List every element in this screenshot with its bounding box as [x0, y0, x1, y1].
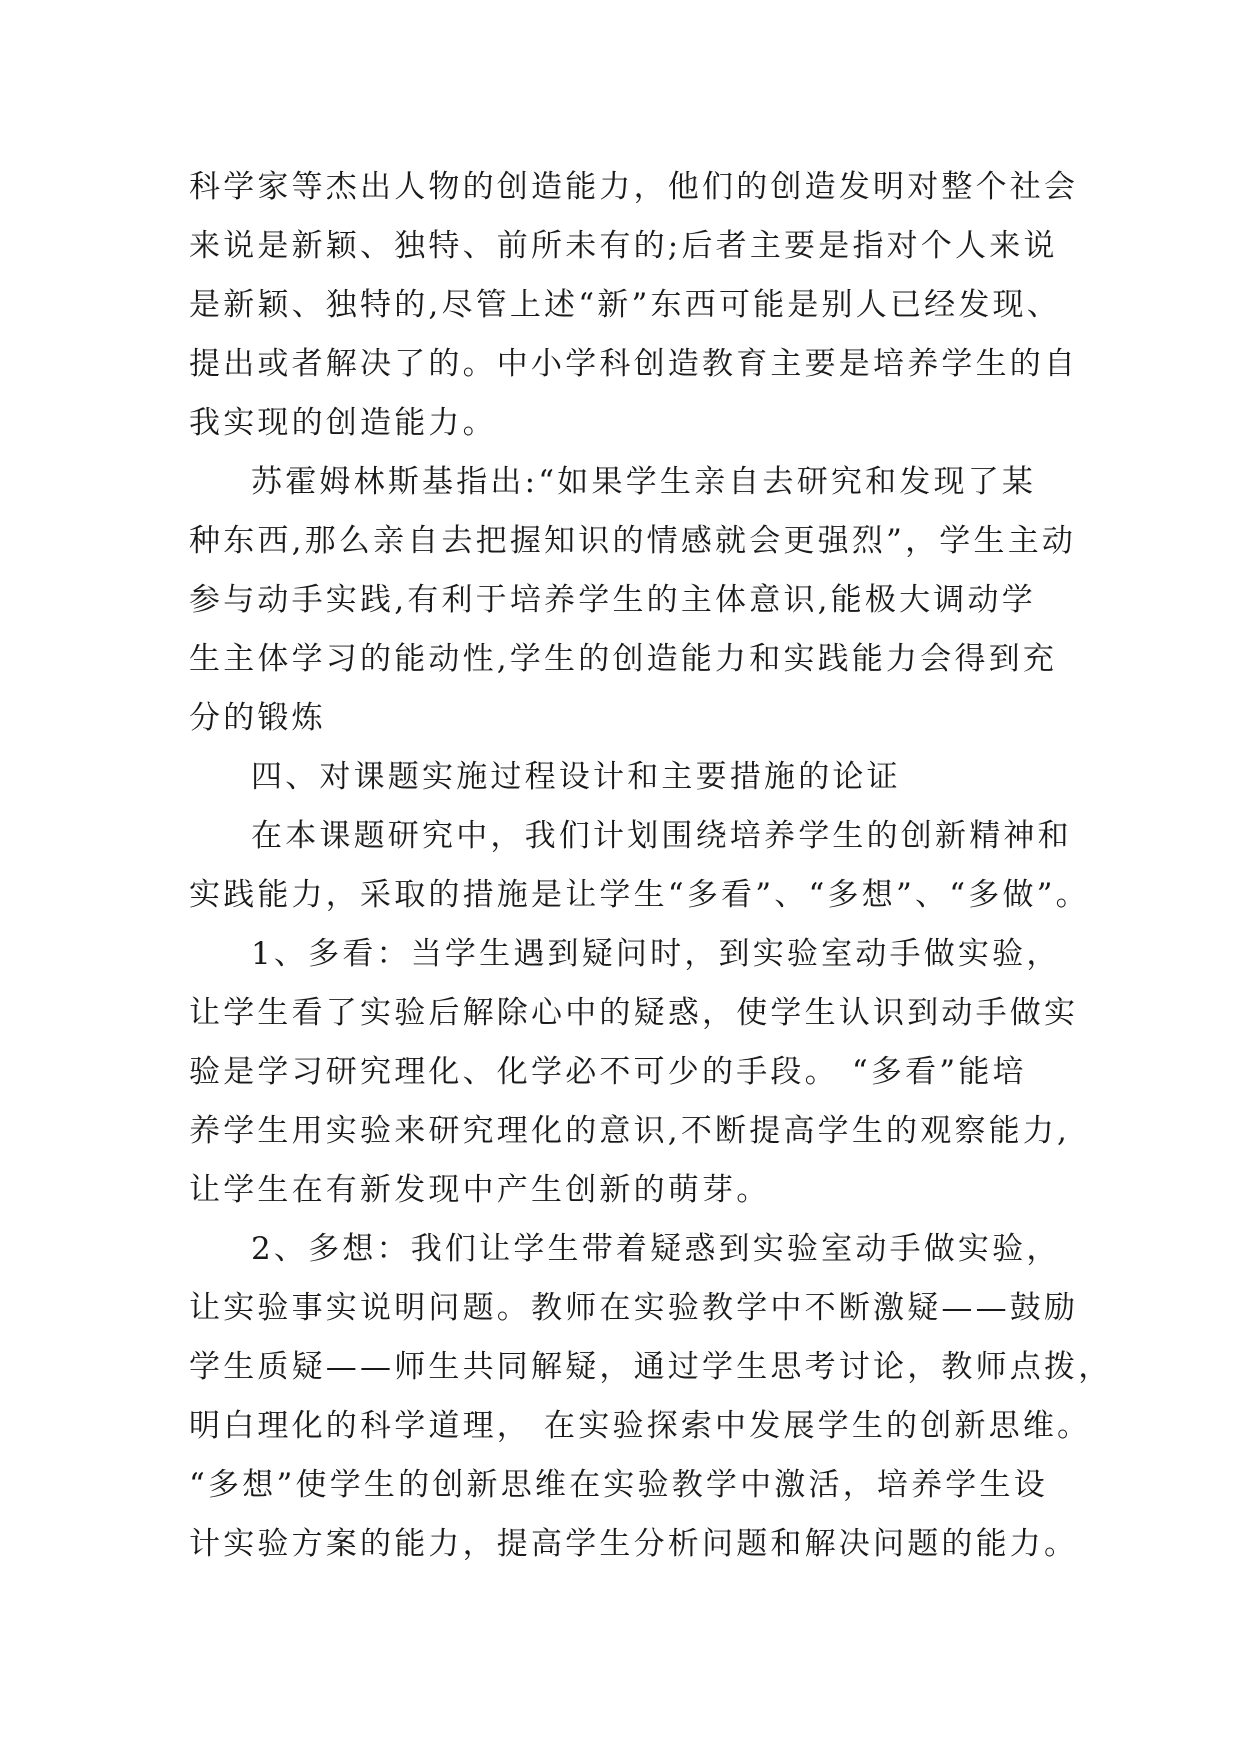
text-line: 验是学习研究理化、化学必不可少的手段。 “多看”能培	[189, 1054, 1027, 1090]
document-body	[189, 158, 1113, 1574]
text-line: 养学生用实验来研究理化的意识,不断提高学生的观察能力,	[189, 1113, 1071, 1149]
text-line: 让学生看了实验后解除心中的疑惑，使学生认识到动手做实	[189, 995, 1079, 1031]
text-line: 参与动手实践,有利于培养学生的主体意识,能极大调动学	[189, 582, 1036, 618]
text-line: 明白理化的科学道理， 在实验探索中发展学生的创新思维。	[189, 1408, 1092, 1444]
paragraph-start-line: 苏霍姆林斯基指出:“如果学生亲自去研究和发现了某	[251, 464, 1037, 500]
section-heading: 四、对课题实施过程设计和主要措施的论证	[251, 759, 901, 795]
text-line: 让实验事实说明问题。教师在实验教学中不断激疑——鼓励	[189, 1290, 1079, 1326]
text-line: 学生质疑——师生共同解疑，通过学生思考讨论，教师点拨，	[189, 1349, 1113, 1385]
text-line: 我实现的创造能力。	[189, 405, 497, 441]
list-item-start-line: 2、多想：我们让学生带着疑惑到实验室动手做实验，	[251, 1231, 1061, 1267]
text-line: 让学生在有新发现中产生创新的萌芽。	[189, 1172, 771, 1208]
text-line: 分的锻炼	[189, 700, 326, 736]
text-line: 来说是新颖、独特、前所未有的;后者主要是指对个人来说	[189, 228, 1058, 264]
text-line: 种东西,那么亲自去把握知识的情感就会更强烈”，学生主动	[189, 523, 1077, 559]
list-item-start-line: 1、多看：当学生遇到疑问时，到实验室动手做实验，	[251, 936, 1061, 972]
text-line: 实践能力，采取的措施是让学生“多看”、“多想”、“多做”。	[189, 877, 1090, 913]
text-line: 提出或者解决了的。中小学科创造教育主要是培养学生的自	[189, 346, 1079, 382]
paragraph-start-line: 在本课题研究中，我们计划围绕培养学生的创新精神和	[251, 818, 1072, 854]
text-line: 计实验方案的能力，提高学生分析问题和解决问题的能力。	[189, 1526, 1079, 1562]
text-line: 是新颖、独特的,尽管上述“新”东西可能是别人已经发现、	[189, 287, 1061, 323]
text-line: 科学家等杰出人物的创造能力，他们的创造发明对整个社会	[189, 169, 1079, 205]
text-line: “多想”使学生的创新思维在实验教学中激活，培养学生设	[189, 1467, 1048, 1503]
text-line: 生主体学习的能动性,学生的创造能力和实践能力会得到充	[189, 641, 1058, 677]
